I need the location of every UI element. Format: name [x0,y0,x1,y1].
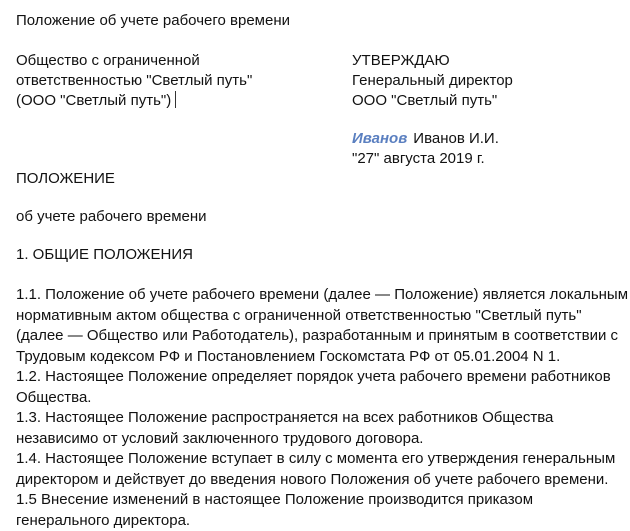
document-page [16,0,629,529]
paragraph-line: независимо от условий заключенного трудового договора. [16,429,424,447]
approve-label: УТВЕРЖДАЮ [352,52,450,69]
paragraph-line: 1.3. Настоящее Положение распространяется на всех работников Общества [16,409,554,426]
signer-name: Иванов И.И. [413,130,499,147]
company-name-line-2: ответственностью "Светлый путь" [16,72,253,89]
paragraph-line: генерального директора. [16,511,191,529]
paragraph-line: 1.4. Настоящее Положение вступает в силу с момента его утверждения генеральным [16,450,616,467]
approver-position: Генеральный директор [352,72,513,89]
paragraph-1-2 [16,367,624,408]
paragraph-line: 1.1. Положение об учете рабочего времени (далее — Положение) является локальным [16,286,629,303]
paragraph-line: 1.2. Настоящее Положение определяет порядок учета рабочего времени работников [16,368,611,385]
paragraph-line: 1.5 Внесение изменений в настоящее Положение производится приказом [16,491,534,508]
paragraph-1-3 [16,408,624,449]
paragraph-line: Общества. [16,388,92,406]
paragraph-line: нормативным актом общества с ограниченной ответственностью "Светлый путь" [16,306,582,324]
text-cursor [175,91,176,108]
section-title: 1. ОБЩИЕ ПОЛОЖЕНИЯ [16,246,193,263]
document-subject: об учете рабочего времени [16,208,207,225]
paragraph-line: Трудовым кодексом РФ и Постановлением Госкомстата РФ от 05.01.2004 N 1. [16,347,561,365]
approver-signature-line [352,129,499,149]
paragraph-1-4 [16,449,624,490]
company-short-name: (ООО "Светлый путь") [16,92,172,109]
approver-organization: ООО "Светлый путь" [352,92,498,109]
paragraph-line: (далее — Общество или Работодатель), разработанным и принятым в соответствии с [16,327,618,345]
handwritten-signature: Иванов [352,130,408,147]
paragraph-1-1 [16,285,629,367]
paragraph-line: директором и действует до введения нового Положения об учете рабочего времени. [16,470,609,488]
document-type-title: ПОЛОЖЕНИЕ [16,170,115,187]
approval-date: "27" августа 2019 г. [352,150,485,167]
company-name-line-3 [16,91,176,111]
company-name-line-1: Общество с ограниченной [16,52,200,69]
document-header-title: Положение об учете рабочего времени [16,12,290,29]
